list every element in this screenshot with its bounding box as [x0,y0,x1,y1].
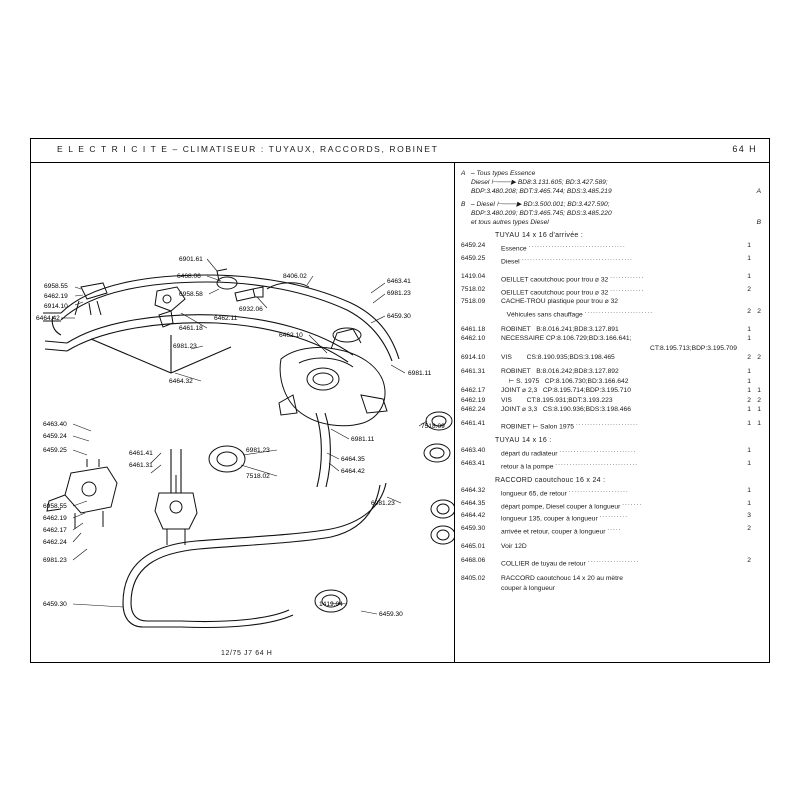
part-qty-1: 1 [747,387,751,395]
part-qty-1: 1 [747,447,751,455]
note-a [461,169,761,197]
part-ref [461,307,501,320]
part-extra: CS:8.190.936;BDS:3.198.466 [542,405,631,413]
table-row [461,405,761,414]
part-qty-1 [741,584,751,593]
table-row [461,272,761,285]
part-qty-1: 1 [747,486,751,494]
parts-table [461,486,761,593]
diagram-label: 6461.31 [129,462,153,469]
table-row [461,297,761,306]
diagram-label: 6981.23 [246,447,270,454]
diagram-label: 6462.19 [44,293,68,300]
part-qty-2 [751,297,761,306]
part-ref: 6462.10 [461,335,486,343]
part-desc: Essence [501,245,527,253]
part-qty-2: 1 [757,387,761,395]
part-desc: couper à longueur [501,584,555,592]
note-b-end: B [756,219,761,227]
table-row [461,254,761,267]
part-desc: Voir 12D [501,543,527,551]
table-row [461,334,761,343]
diagram-label: 6464.32 [169,378,193,385]
part-qty-1: 1 [747,242,751,250]
part-desc: JOINT ⌀ 2,3 [501,387,538,395]
diagram-label: 6462.19 [43,515,67,522]
part-desc: COLLIER de tuyau de retour [501,560,586,568]
part-qty-2: 2 [757,396,761,404]
parts-table [461,446,761,472]
table-row [461,377,761,386]
part-desc: RACCORD caoutchouc 14 x 20 au mètre [501,575,623,583]
parts-table [461,241,761,432]
diagram-label: 6464.42 [36,315,60,322]
note-b-key: B [461,200,466,208]
leader-dots: ............ [610,285,645,293]
diagram-label: 6459.30 [43,601,67,608]
leader-dots: ..................... [568,486,629,494]
part-ref: 6463.40 [461,447,486,455]
diagram-label: 6468.06 [177,273,201,280]
table-row [461,446,761,459]
part-desc: longueur 65, de retour [501,490,567,498]
part-qty-1: 1 [747,499,751,507]
part-qty-2 [751,272,761,285]
note-a-key: A [461,170,466,177]
table-row [461,584,761,593]
part-desc: NECESSAIRE [501,335,545,343]
leader-dots: .................. [587,557,640,565]
diagram-label: 6462.11 [214,315,238,322]
part-ref: 6465.01 [461,543,486,551]
part-ref: 6462.17 [461,387,486,395]
leader-dots: ...................... [575,420,639,428]
diagram-label: 7518.02 [246,473,270,480]
part-ref: 7518.09 [461,298,486,306]
part-qty-2 [751,367,761,376]
part-qty-1: 1 [747,377,751,385]
part-extra: B:8.016.241;BD8:3.127.891 [536,325,619,333]
table-row [461,542,761,551]
part-ref: 6462.24 [461,405,486,413]
part-qty-1 [741,574,751,583]
diagram-label: 7518.09 [421,423,445,430]
part-ref: 6461.41 [461,420,486,428]
part-qty-1: 1 [747,272,751,280]
part-desc: CACHE-TROU plastique pour trou ⌀ 32 [501,298,619,306]
part-desc: JOINT ⌀ 3,3 [501,405,538,413]
part-qty-1: 1 [747,405,751,413]
part-desc: ROBINET ⊢ Salon 1975 [501,423,574,431]
part-extra: CT:8.195.931;BDT:3.193.223 [526,396,613,404]
part-qty-1: 2 [747,285,751,293]
part-ref [461,584,501,593]
part-qty-1 [741,297,751,306]
part-ref [461,344,501,353]
table-row [461,386,761,395]
note-b-line-2: BDP:3.480.209; BDT:3.465.745; BDS:3.485.220 [471,209,612,217]
diagram-label: 6459.24 [43,433,67,440]
part-ref: 6468.06 [461,557,486,565]
table-row [461,499,761,512]
part-ref: 6459.30 [461,525,486,533]
part-desc: départ pompe, Diesel couper à longueur [501,503,621,510]
diagram-label: 6462.17 [43,527,67,534]
table-row [461,574,761,583]
section-title: TUYAU 14 x 16 d'arrivée : [495,232,584,240]
leader-dots: .......... [599,512,629,520]
note-a-end: A [756,188,761,196]
part-qty-1 [741,344,751,353]
part-ref: 7518.02 [461,285,486,293]
part-ref: 6462.19 [461,396,486,404]
part-desc: longueur 135, couper à longueur [501,515,598,523]
part-qty-2 [751,446,761,459]
part-qty-1: 1 [747,459,751,467]
part-desc: OEILLET caoutchouc pour trou ⌀ 32 [501,289,609,297]
part-qty-2: 1 [757,420,761,428]
diagram-label: 6463.41 [387,278,411,285]
part-desc: OEILLET caoutchouc pour trou ⌀ 32 [501,276,609,284]
part-qty-2 [751,542,761,551]
part-qty-2 [751,344,761,353]
table-row [461,524,761,537]
part-qty-1: 1 [747,325,751,333]
part-qty-1: 2 [747,525,751,533]
section-title: TUYAU 14 x 16 : [495,437,552,445]
part-extra: CT:8.195.713;BDP:3.195.709 [650,344,737,352]
leader-dots: ........................... [559,447,637,455]
table-row [461,511,761,524]
table-row [461,353,761,362]
part-desc: VIS [501,396,512,404]
part-qty-1: 1 [747,255,751,263]
diagram-label: 6463.40 [43,421,67,428]
part-desc: ROBINET [501,325,531,333]
part-desc: départ du radiateur [501,450,558,458]
note-a-line-1: – Tous types Essence [471,170,536,177]
table-row [461,344,761,353]
section-title: RACCORD caoutchouc 16 x 24 : [495,476,606,484]
diagram-label: 6958.55 [44,283,68,290]
table-row [461,307,761,320]
leader-dots: ..... [607,525,622,533]
part-extra: B:8.016.242;BD8:3.127.892 [536,368,619,376]
table-row [461,325,761,334]
catalog-page [30,138,770,663]
diagram-label: 6914.10 [44,303,68,310]
part-desc: ROBINET [501,368,531,376]
diagram-label: 6981.11 [408,370,432,377]
table-row [461,241,761,254]
diagram-label: 6981.11 [351,436,375,443]
diagram-label: 6464.42 [341,468,365,475]
part-qty-2: 2 [757,353,761,361]
part-qty-2 [751,334,761,343]
part-qty-1: 2 [747,353,751,361]
note-b-line-1: – Diesel ⊢───▶ BD:3.500.001; BD:3.427.590; [471,200,610,208]
diagram-label: 6981.23 [371,500,395,507]
diagram-label: 1419.04 [319,601,343,608]
diagram-label: 6459.30 [387,313,411,320]
part-qty-1: 2 [747,396,751,404]
table-row [461,396,761,405]
part-qty-2 [751,285,761,298]
diagram-label: 6464.35 [341,456,365,463]
part-qty-2 [751,511,761,524]
diagram-label: 6958.55 [43,503,67,510]
part-qty-2: 1 [757,405,761,413]
part-qty-1: 2 [747,307,751,315]
part-qty-2 [751,556,761,569]
table-row [461,486,761,499]
leader-dots: ............ [610,272,645,280]
diagram-label: 6901.61 [179,256,203,263]
part-extra: CP:8.195.714;BDP:3.195.710 [542,387,631,395]
diagram-label: 6461.18 [179,325,203,332]
part-extra: CS:8.190.935;BDS:3.198.465 [526,353,615,361]
diagram-label: 6981.23 [387,290,411,297]
part-desc: Véhicules sans chauffage [506,311,583,319]
part-desc: retour à la pompe [501,463,554,471]
part-ref: 6914.10 [461,353,486,361]
note-a-line-2: Diesel ⊢───▶ BD8:3.131.605; BD:3.427.589; [471,179,608,187]
part-qty-1: 1 [747,420,751,428]
table-row [461,459,761,472]
part-qty-2 [751,254,761,267]
part-extra: CP:8.106.729;BD:3.166.641; [545,335,632,343]
page-title: E L E C T R I C I T E – CLIMATISEUR : TUYAUX, RACCORDS, ROBINET [57,144,439,154]
part-qty-1: 2 [747,557,751,565]
part-qty-2: 2 [757,307,761,315]
page-header [31,139,769,163]
diagram-label: 6958.58 [179,291,203,298]
note-b-line-3: et tous autres types Diesel [471,219,549,227]
diagram-label: 6932.06 [239,306,263,313]
part-qty-2 [751,584,761,593]
table-row [461,285,761,298]
page-caption: 12/75 J7 64 H [221,650,273,657]
part-ref: 6459.24 [461,242,486,250]
part-desc: ⊢ S. 1975 [508,377,540,385]
leader-dots: ....................................... [521,255,633,263]
part-ref: 1419.04 [461,272,486,280]
part-ref: 6464.35 [461,499,486,507]
part-qty-1: 3 [747,512,751,520]
table-row [461,367,761,376]
diagram-label: 6459.25 [43,447,67,454]
leader-dots: .................................. [528,242,626,250]
part-ref: 6464.42 [461,512,486,520]
part-ref: 6461.31 [461,368,486,376]
part-qty-2 [751,499,761,512]
diagram-label: 6981.23 [173,343,197,350]
part-qty-2 [751,325,761,334]
diagram-label: 6461.41 [129,450,153,457]
part-qty-1 [741,542,751,551]
part-qty-2 [751,241,761,254]
diagram-label: 6459.30 [379,611,403,618]
leader-dots: ....... [622,499,643,507]
part-desc: Diesel [501,258,520,266]
part-desc: arrivée et retour, couper à longueur [501,528,606,536]
diagram-label: 6981.23 [43,557,67,564]
part-ref: 6464.32 [461,486,486,494]
exploded-diagram [31,163,455,663]
note-a-line-3: BDP:3.480.208; BDT:3.465.744; BDS:3.485.219 [471,188,612,196]
part-ref: 6463.41 [461,459,486,467]
part-qty-2 [751,459,761,472]
part-qty-2 [751,574,761,583]
part-ref: 6461.18 [461,325,486,333]
part-qty-2 [751,377,761,386]
leader-dots: ............................. [555,459,639,467]
part-ref: 6459.25 [461,255,486,263]
diagram-label: 6462.10 [279,332,303,339]
part-qty-2 [751,486,761,499]
part-qty-2 [751,524,761,537]
part-ref [461,377,501,386]
part-qty-1: 1 [747,368,751,376]
diagram-label: 6462.24 [43,539,67,546]
diagram-label: 8406.02 [283,273,307,280]
parts-list-pane [455,163,769,663]
part-extra: CP:8.106.730;BD:3.166.642 [544,377,629,385]
diagram-pane [31,163,455,663]
part-qty-1: 1 [747,335,751,343]
table-row [461,556,761,569]
part-desc: VIS [501,353,512,361]
table-row [461,419,761,432]
page-number: 64 H [732,144,757,154]
leader-dots: ........................ [584,307,654,315]
note-b [461,200,761,228]
part-ref: 8405.02 [461,575,486,583]
